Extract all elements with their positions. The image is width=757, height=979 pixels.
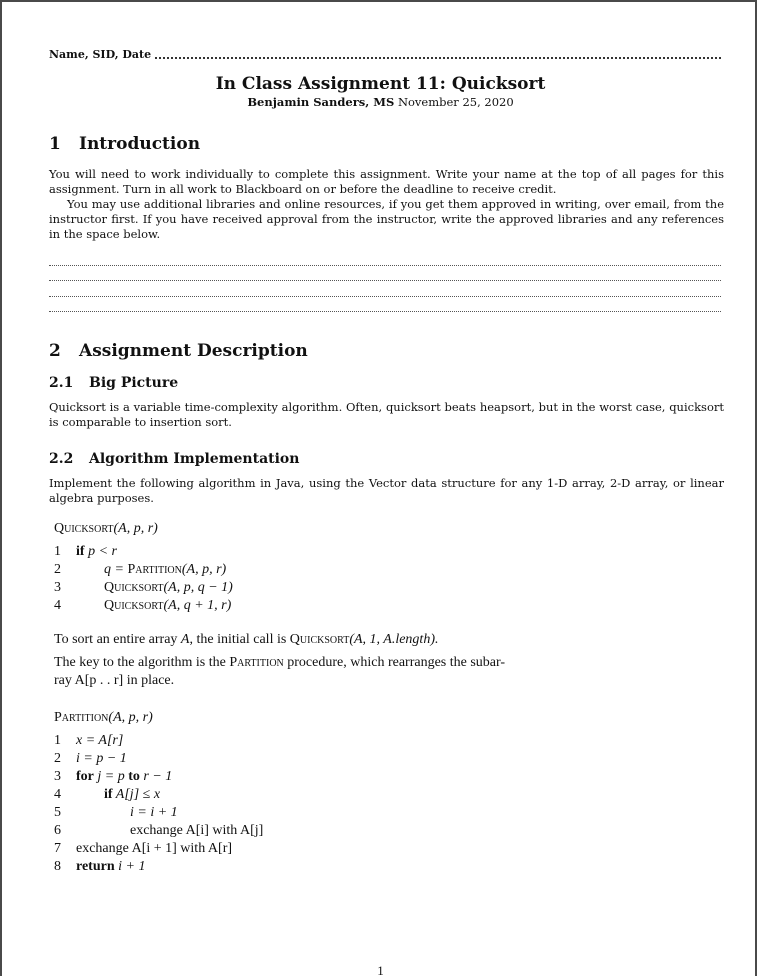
- subsection-number: 2.2: [49, 451, 74, 467]
- section-number: 1: [49, 134, 61, 154]
- name-sid-date-label: Name, SID, Date: [49, 48, 152, 61]
- subsection-number: 2.1: [49, 375, 74, 391]
- big-picture-text: Quicksort is a variable time-complexity algorithm. Often, quicksort beats heapsort, but in the worst case, quicksort is comparable to insertion sort.: [49, 400, 724, 429]
- intro-paragraph-2: You may use additional libraries and online resources, if you get them approved in writing, over email, from the instructor first. If you have received approval from the instructor, write the approved libraries and any references in the space below.: [49, 197, 724, 241]
- section-assignment-heading: [49, 341, 308, 361]
- code-text: x = A[r]: [76, 733, 124, 748]
- line-number: 2: [54, 751, 61, 766]
- line-number: 4: [54, 787, 61, 802]
- author-line: [2, 95, 757, 109]
- code-line: [54, 804, 263, 822]
- line-number: 7: [54, 841, 61, 856]
- code-text: j = p: [93, 769, 129, 784]
- code-line: [54, 768, 263, 786]
- line-number: 5: [54, 805, 61, 820]
- code-text: i + 1: [114, 859, 146, 874]
- text-span: (A, 1, A.length).: [349, 632, 439, 647]
- code-line: [54, 543, 233, 561]
- text-span: To sort an entire array: [54, 632, 181, 647]
- partition-signature: [54, 709, 263, 727]
- proc-call: Quicksort: [104, 580, 164, 595]
- section-title: Assignment Description: [79, 341, 308, 361]
- line-number: 6: [54, 823, 61, 838]
- keyword: for: [76, 769, 94, 784]
- code-line: [54, 786, 263, 804]
- partition-proc-name: Partition: [54, 710, 109, 725]
- section-title: Introduction: [79, 134, 201, 154]
- document-title: In Class Assignment 11: Quicksort: [215, 74, 546, 94]
- quicksort-args: (A, p, r): [113, 521, 158, 536]
- code-text: r − 1: [139, 769, 173, 784]
- line-number: 3: [54, 580, 61, 595]
- section-number: 2: [49, 341, 61, 361]
- proc-call: Quicksort: [289, 632, 350, 647]
- code-args: (A, q + 1, r): [163, 598, 232, 613]
- code-line: [54, 822, 263, 840]
- author-name: Benjamin Sanders, MS: [247, 95, 395, 109]
- writing-line-4[interactable]: [49, 311, 721, 312]
- writing-line-3[interactable]: [49, 296, 721, 297]
- quicksort-explanation: [54, 631, 574, 690]
- quicksort-pseudocode: [54, 520, 233, 615]
- text-span: A: [180, 632, 190, 647]
- code-text: exchange A[i + 1] with A[r]: [76, 841, 233, 856]
- explanation-line-1: [54, 631, 574, 649]
- keyword: if: [76, 544, 85, 559]
- subsection-big-picture-heading: [49, 375, 178, 391]
- name-sid-date-field[interactable]: [49, 48, 721, 61]
- implementation-text: Implement the following algorithm in Java, using the Vector data structure for any 1-D array, 2-D array, or linear algebra purposes.: [49, 476, 724, 505]
- big-picture-body: [49, 400, 724, 430]
- line-number: 3: [54, 769, 61, 784]
- code-text: exchange A[i] with A[j]: [130, 823, 264, 838]
- intro-paragraph-1: You will need to work individually to complete this assignment. Write your name at the top of all pages for this assignment. Turn in all work to Blackboard on or before the deadline to receive credit.: [49, 167, 724, 196]
- keyword: to: [128, 769, 140, 784]
- text-span: The key to the algorithm is the: [54, 655, 230, 670]
- implementation-body: [49, 476, 724, 506]
- code-line: [54, 732, 263, 750]
- code-text: q =: [104, 562, 128, 577]
- proc-call: Partition: [229, 655, 284, 670]
- section-introduction-heading: [49, 134, 200, 154]
- code-args: (A, p, q − 1): [163, 580, 233, 595]
- explanation-line-2: [54, 654, 574, 672]
- subsection-title: Algorithm Implementation: [89, 451, 300, 467]
- text-span: , the initial call is: [189, 632, 290, 647]
- keyword: return: [76, 859, 115, 874]
- explanation-line-3: ray A[p . . r] in place.: [54, 673, 175, 688]
- code-line: [54, 597, 233, 615]
- line-number: 2: [54, 562, 61, 577]
- code-line: [54, 561, 233, 579]
- code-text: p < r: [84, 544, 117, 559]
- keyword: if: [104, 787, 113, 802]
- partition-args: (A, p, r): [108, 710, 153, 725]
- code-args: (A, p, r): [181, 562, 227, 577]
- subsection-title: Big Picture: [89, 375, 179, 391]
- writing-line-2[interactable]: [49, 280, 721, 281]
- name-fill-line: [155, 49, 721, 59]
- writing-line-1[interactable]: [49, 265, 721, 266]
- subsection-implementation-heading: [49, 451, 299, 467]
- proc-call: Quicksort: [104, 598, 164, 613]
- code-line: [54, 840, 263, 858]
- code-text: A[j] ≤ x: [112, 787, 161, 802]
- code-text: i = i + 1: [130, 805, 178, 820]
- text-span: procedure, which rearranges the subar-: [283, 655, 506, 670]
- document-date: November 25, 2020: [397, 95, 514, 109]
- code-line: [54, 750, 263, 768]
- line-number: 1: [54, 733, 61, 748]
- page-number: 1: [377, 963, 384, 978]
- introduction-body: [49, 167, 724, 242]
- partition-pseudocode: [54, 709, 263, 876]
- line-number: 4: [54, 598, 61, 613]
- code-text: i = p − 1: [76, 751, 127, 766]
- line-number: 8: [54, 859, 61, 874]
- quicksort-signature: [54, 520, 233, 538]
- line-number: 1: [54, 544, 61, 559]
- quicksort-proc-name: Quicksort: [54, 521, 114, 536]
- proc-call: Partition: [127, 562, 182, 577]
- code-line: [54, 858, 263, 876]
- code-line: [54, 579, 233, 597]
